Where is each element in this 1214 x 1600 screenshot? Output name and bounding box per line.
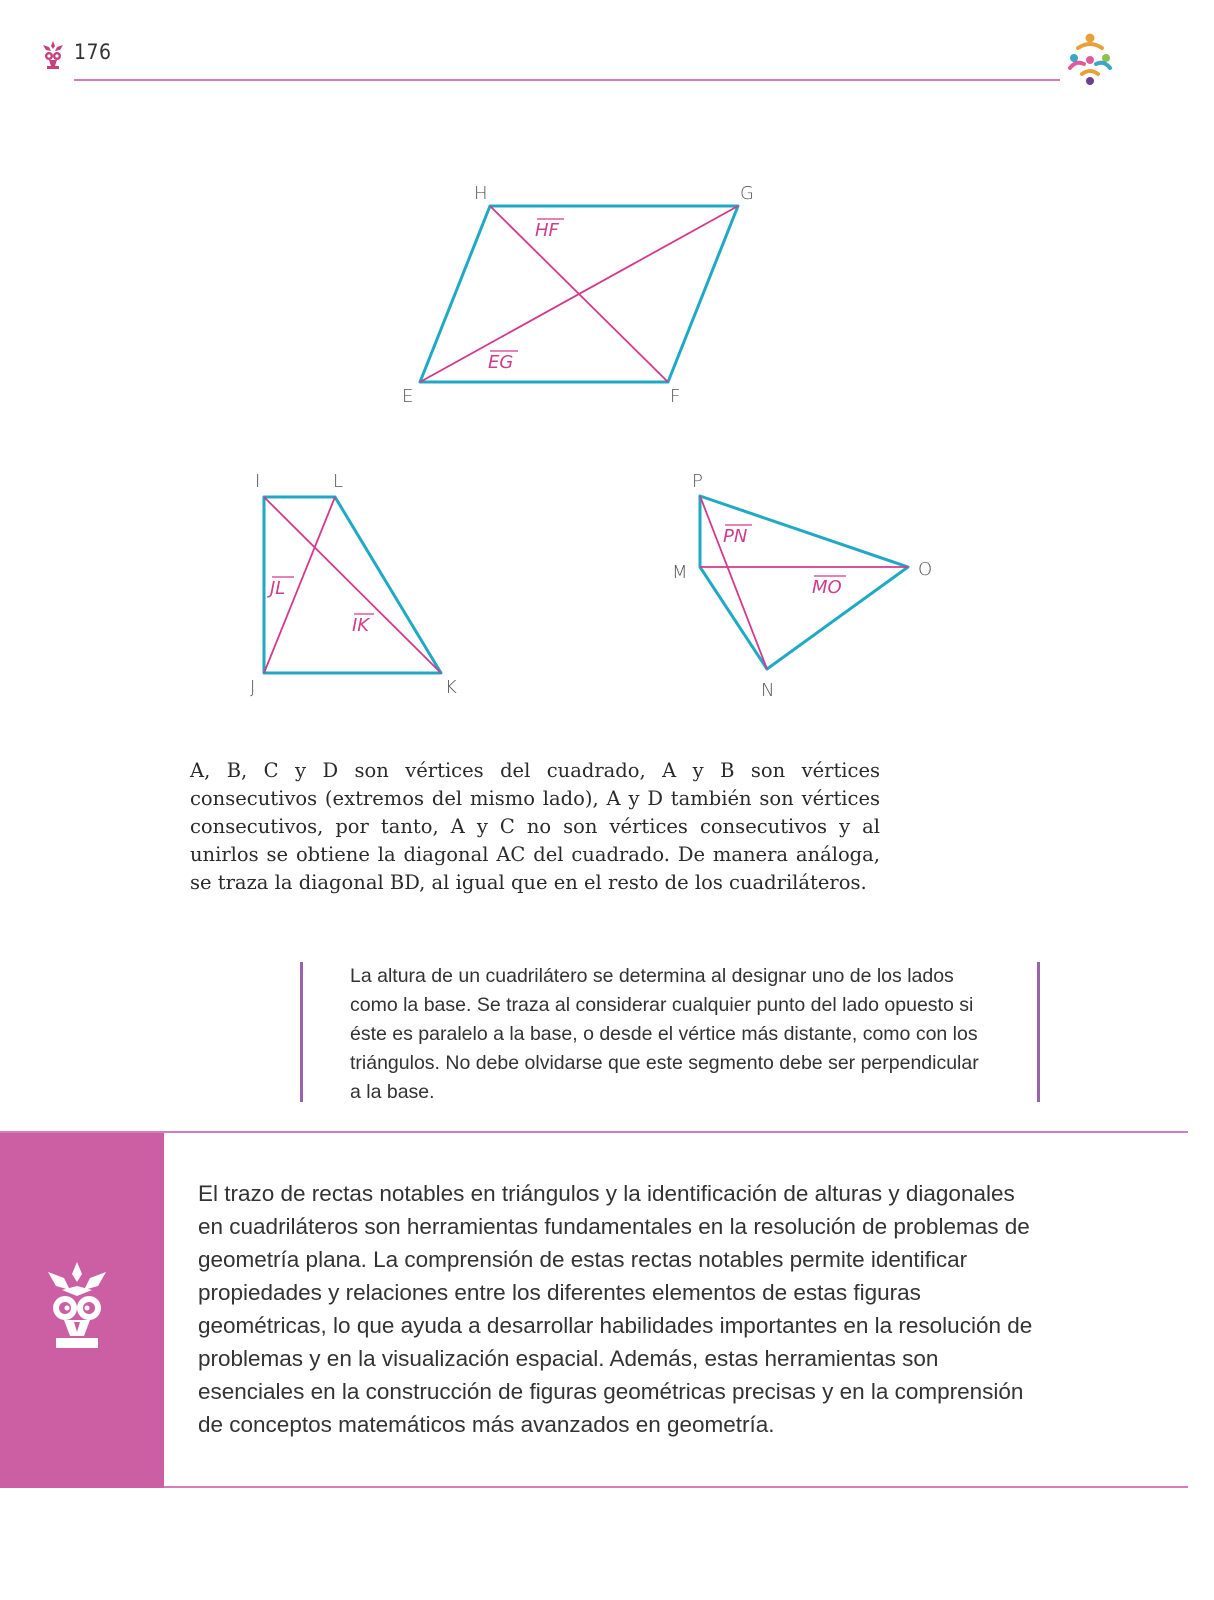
summary-bottom-rule (164, 1486, 1188, 1488)
diagonal-eg (420, 206, 738, 382)
vertex-label-f: F (670, 386, 681, 407)
segment-label-eg: EG (488, 352, 514, 373)
note-text: La altura de un cuadrilátero se determina al designar uno de los lados como la base. Se traza al considerar cualquier punto del lado opuesto si éste es paralelo a la base, o desde el vértice más distante, como con los triángulos. No debe olvidarse que este segmento debe ser perpendicular a la base. (350, 965, 979, 1103)
kite-figure (672, 471, 932, 701)
segment-label-pn: PN (723, 526, 748, 547)
parallelogram-figure (402, 183, 754, 407)
body-paragraph: A, B, C y D son vértices del cuadrado, A y B son vértices consecutivos (extremos del mismo lado), A y D también son vértices consecutivos, por tanto, A y C no son vértices consecutivos y al unirlos se obtiene la diagonal AC del cuadrado. De manera análoga, se traza la diagonal BD, al igual que en el resto de los cuadriláteros. (190, 759, 880, 894)
summary-text: El trazo de rectas notables en triángulos y la identificación de alturas y diagonales en cuadriláteros son herramientas fundamentales en la resolución de problemas de geometría plana. La comprensión de estas rectas notables permite identificar propiedades y relaciones entre los diferentes elementos de estas figuras geométricas, lo que ayuda a desarrollar habilidades importantes en la resolución de problemas y en la visualización espacial. Además, estas herramientas son esenciales en la construcción de figuras geométricas precisas y en la comprensión de conceptos matemáticos más avanzados en geometría. (198, 1181, 1033, 1437)
vertex-label-o: O (918, 559, 933, 580)
summary-top-rule (0, 1131, 1188, 1133)
note-box (300, 962, 1040, 1102)
vertex-label-j: J (250, 677, 256, 698)
segment-label-jl: JL (270, 578, 286, 599)
vertex-label-g: G (740, 183, 754, 204)
note-left-bar (300, 962, 303, 1102)
vertex-label-k: K (445, 677, 457, 698)
segment-label-ik: IK (352, 615, 370, 636)
segment-label-hf: HF (535, 220, 559, 241)
trapezoid-figure (250, 471, 457, 698)
kite-sides (700, 496, 908, 669)
vertex-label-e: E (402, 386, 414, 407)
vertex-label-l: L (333, 471, 344, 492)
vertex-label-m: M (672, 562, 688, 583)
vertex-label-p: P (692, 471, 703, 492)
segment-label-mo: MO (812, 577, 842, 598)
vertex-label-n: N (761, 680, 775, 701)
vertex-label-i: I (255, 471, 261, 492)
flower-ornament-icon (42, 1260, 112, 1352)
page-number: 176 (74, 40, 112, 64)
note-right-bar (1037, 962, 1040, 1102)
vertex-label-h: H (474, 183, 488, 204)
quadrilateral-figures (0, 0, 1214, 720)
